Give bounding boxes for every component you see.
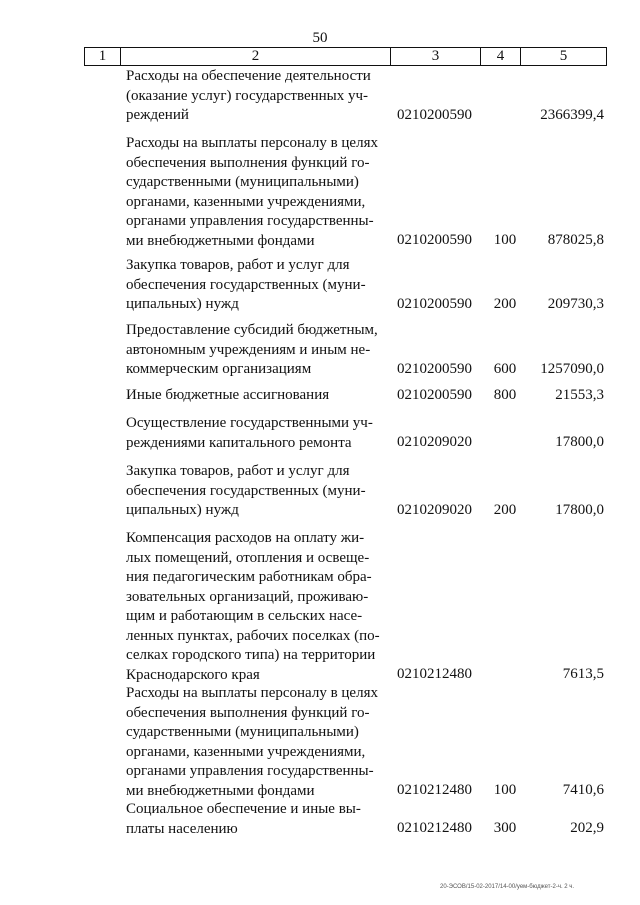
- description-line: селках городского типа) на территории: [126, 647, 376, 663]
- amount: 7613,5: [562, 666, 604, 682]
- description-line: Расходы на выплаты персоналу в целях: [126, 685, 378, 701]
- row-description: [126, 256, 384, 315]
- description-line: ципальных) нужд: [126, 502, 239, 518]
- column-header-3: 3: [391, 48, 481, 66]
- column-header-1: 1: [85, 48, 121, 66]
- description-line: обеспечения государственных (муни-: [126, 482, 366, 499]
- description-line: Краснодарского края: [126, 666, 260, 683]
- description-line: (оказание услуг) государственных уч-: [126, 87, 369, 104]
- description-line: Предоставление субсидий бюджетным,: [126, 322, 378, 338]
- target-article-code: 0210212480: [397, 666, 472, 682]
- row-description: [126, 529, 384, 685]
- row-description: [126, 321, 384, 380]
- row-description: [126, 800, 384, 839]
- description-line: органами управления государственны-: [126, 213, 374, 229]
- description-line: органами управления государственны-: [126, 763, 374, 779]
- expense-type-code: 200: [493, 296, 517, 312]
- description-line: сударственными (муниципальными): [126, 724, 359, 740]
- amount: 17800,0: [555, 434, 604, 450]
- column-header-5: 5: [521, 48, 607, 66]
- description-line: Расходы на обеспечение деятельности: [126, 68, 371, 84]
- row-description: [126, 134, 384, 251]
- expense-type-code: 100: [493, 232, 517, 248]
- amount: 202,9: [570, 820, 604, 836]
- description-line: Расходы на выплаты персоналу в целях: [126, 135, 378, 151]
- target-article-code: 0210209020: [397, 434, 472, 450]
- column-header-2: 2: [121, 48, 391, 66]
- target-article-code: 0210200590: [397, 361, 472, 377]
- target-article-code: 0210200590: [397, 387, 472, 403]
- description-line: Иные бюджетные ассигнования: [126, 387, 330, 403]
- description-line: щим и работающим в сельских насе-: [126, 608, 363, 624]
- description-line: реждениями капитального ремонта: [126, 434, 352, 451]
- amount: 209730,3: [547, 296, 604, 312]
- target-article-code: 0210200590: [397, 107, 472, 123]
- description-line: ми внебюджетными фондами: [126, 782, 315, 799]
- expense-type-code: 600: [493, 361, 517, 377]
- amount: 21553,3: [555, 387, 604, 403]
- column-header-table: [84, 47, 607, 66]
- row-description: [126, 684, 384, 801]
- description-line: ципальных) нужд: [126, 296, 239, 312]
- target-article-code: 0210209020: [397, 502, 472, 518]
- expense-type-code: 100: [493, 782, 517, 798]
- description-line: ми внебюджетными фондами: [126, 232, 315, 249]
- target-article-code: 0210212480: [397, 782, 472, 798]
- target-article-code: 0210200590: [397, 232, 472, 248]
- document-footer-id: 20-ЭСОВ/15-02-2017/14-00/уем-бюджет-2-ч. 2 ч.: [440, 884, 575, 890]
- amount: 2366399,4: [540, 107, 604, 123]
- description-line: сударственными (муниципальными): [126, 174, 359, 190]
- description-line: Социальное обеспечение и иные вы-: [126, 801, 361, 817]
- description-line: Закупка товаров, работ и услуг для: [126, 257, 350, 273]
- row-description: [126, 462, 384, 521]
- description-line: платы населению: [126, 820, 238, 837]
- page-number: 50: [312, 30, 328, 46]
- expense-type-code: 300: [493, 820, 517, 836]
- description-line: обеспечения государственных (муни-: [126, 276, 366, 293]
- row-description: [126, 386, 384, 406]
- description-line: Закупка товаров, работ и услуг для: [126, 463, 350, 479]
- description-line: автономным учреждениям и иным не-: [126, 341, 371, 358]
- description-line: коммерческим организациям: [126, 361, 312, 377]
- row-description: [126, 67, 384, 126]
- description-line: органами, казенными учреждениями,: [126, 193, 366, 210]
- expense-type-code: 800: [493, 387, 517, 403]
- description-line: ленных пунктах, рабочих поселках (по-: [126, 627, 380, 644]
- description-line: лых помещений, отопления и освеще-: [126, 549, 370, 566]
- description-line: обеспечения выполнения функций го-: [126, 154, 370, 171]
- amount: 1257090,0: [540, 361, 604, 377]
- amount: 878025,8: [547, 232, 604, 248]
- description-line: ния педагогическим работникам обра-: [126, 569, 372, 585]
- amount: 7410,6: [562, 782, 604, 798]
- description-line: зовательных организаций, проживаю-: [126, 588, 369, 605]
- amount: 17800,0: [555, 502, 604, 518]
- target-article-code: 0210200590: [397, 296, 472, 312]
- description-line: органами, казенными учреждениями,: [126, 743, 366, 760]
- description-line: Осуществление государственными уч-: [126, 415, 373, 431]
- row-description: [126, 414, 384, 453]
- description-line: реждений: [126, 107, 189, 123]
- description-line: обеспечения выполнения функций го-: [126, 704, 370, 721]
- description-line: Компенсация расходов на оплату жи-: [126, 530, 365, 546]
- column-header-4: 4: [481, 48, 521, 66]
- target-article-code: 0210212480: [397, 820, 472, 836]
- expense-type-code: 200: [493, 502, 517, 518]
